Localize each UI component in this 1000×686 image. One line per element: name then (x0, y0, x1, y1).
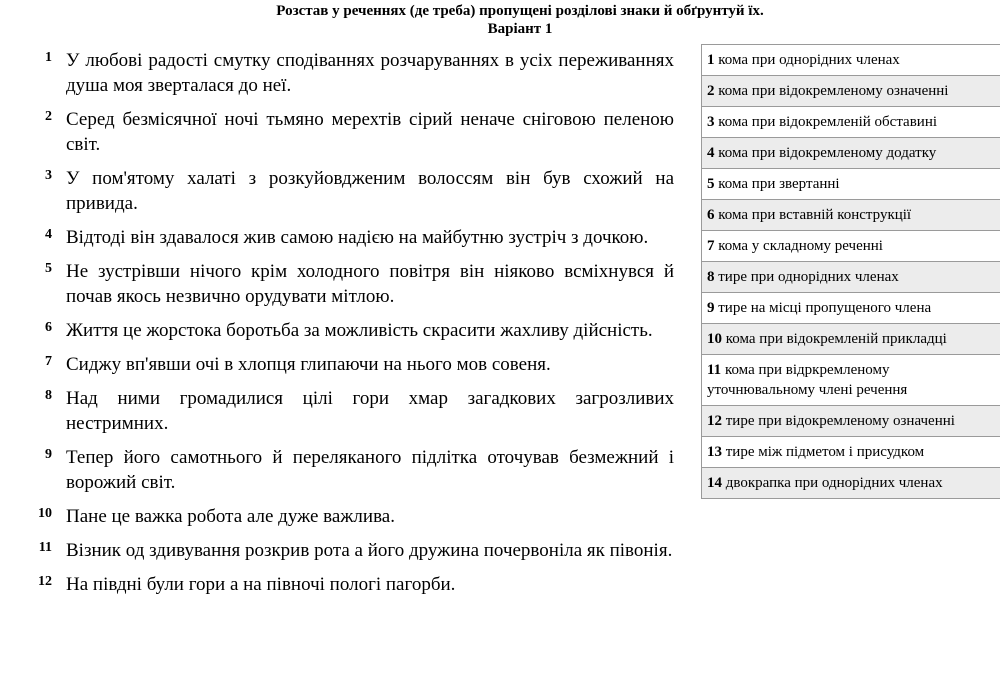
legend-text: кома при вставній конструкції (718, 207, 912, 223)
legend-text: тире при відокремленому означенні (725, 413, 955, 429)
sentence-item (32, 572, 674, 597)
sentence-number: 6 (45, 320, 52, 335)
sentence-text: Не зустрівши нічого крім холодного повітря він ніяково всміхнувся й почав якось незвично орудувати мітлою. (66, 261, 674, 307)
sentence-item (32, 107, 674, 157)
legend-number: 11 (707, 362, 722, 378)
legend-number: 3 (707, 114, 715, 130)
legend-item (702, 76, 1000, 107)
legend-text: кома при відркремленому уточнювальному члені речення (707, 362, 908, 398)
sentence-text: У пом'ятому халаті з розкуйовдженим волоссям він був схожий на привида. (66, 168, 674, 214)
sentence-text: На півдні були гори а на півночі пологі пагорби. (66, 574, 456, 595)
sentence-item (32, 48, 674, 98)
legend-number: 1 (707, 52, 715, 68)
sentence-text: Сиджу вп'явши очі в хлопця глипаючи на нього мов совеня. (66, 354, 551, 375)
sentence-text: Тепер його самотнього й переляканого підлітка оточував безмежний і ворожий світ. (66, 447, 674, 493)
legend-number: 5 (707, 176, 715, 192)
worksheet-title: Розстав у реченнях (де треба) пропущені розділові знаки й обґрунтуй їх. (276, 3, 764, 19)
legend-number: 10 (707, 331, 722, 347)
legend-number: 6 (707, 207, 715, 223)
sentence-list (32, 48, 674, 606)
sentence-number: 10 (38, 506, 52, 521)
sentence-item (32, 538, 674, 563)
sentence-text: Пане це важка робота але дуже важлива. (66, 506, 395, 527)
legend-text: тире на місці пропущеного члена (718, 300, 932, 316)
legend-item (702, 169, 1000, 200)
worksheet-header (0, 0, 1000, 39)
sentence-item (32, 445, 674, 495)
sentence-number: 5 (45, 261, 52, 276)
legend-item (702, 324, 1000, 355)
punctuation-legend (701, 44, 1000, 499)
legend-text: кома при відокремленій обставині (718, 114, 938, 130)
legend-number: 14 (707, 475, 722, 491)
variant-label: Варіант 1 (487, 21, 553, 37)
sentence-number: 2 (45, 109, 52, 124)
sentence-text: У любові радості смутку сподіваннях розчаруваннях в усіх переживаннях душа моя зверталася до неї. (66, 50, 674, 96)
sentence-item (32, 504, 674, 529)
legend-number: 4 (707, 145, 715, 161)
sentence-number: 9 (45, 447, 52, 462)
legend-item (702, 200, 1000, 231)
sentence-number: 4 (45, 227, 52, 242)
legend-text: кома у складному реченні (718, 238, 883, 254)
legend-item (702, 355, 1000, 406)
legend-item (702, 437, 1000, 468)
sentence-item (32, 318, 674, 343)
legend-item (702, 45, 1000, 76)
legend-number: 12 (707, 413, 722, 429)
sentence-item (32, 225, 674, 250)
legend-item (702, 293, 1000, 324)
legend-item (702, 107, 1000, 138)
sentence-text: Життя це жорстока боротьба за можливість скрасити жахливу дійсність. (66, 320, 653, 341)
legend-text: кома при відокремленому додатку (718, 145, 937, 161)
sentence-item (32, 352, 674, 377)
legend-item (702, 468, 1000, 499)
sentence-number: 11 (38, 540, 52, 555)
legend-item (702, 231, 1000, 262)
legend-number: 9 (707, 300, 715, 316)
legend-text: кома при відокремленому означенні (718, 83, 949, 99)
sentence-number: 7 (45, 354, 52, 369)
sentence-text: Візник од здивування розкрив рота а його дружина почервоніла як півонія. (66, 540, 673, 561)
legend-item (702, 138, 1000, 169)
legend-text: кома при звертанні (718, 176, 840, 192)
sentence-number: 1 (45, 50, 52, 65)
legend-item (702, 406, 1000, 437)
sentence-text: Серед безмісячної ночі тьмяно мерехтів сірий неначе сніговою пеленою світ. (66, 109, 674, 155)
legend-item (702, 262, 1000, 293)
legend-text: кома при відокремленій прикладці (725, 331, 947, 347)
sentence-text: Відтоді він здавалося жив самою надією на майбутню зустріч з дочкою. (66, 227, 649, 248)
sentence-item (32, 259, 674, 309)
legend-number: 2 (707, 83, 715, 99)
sentence-item (32, 386, 674, 436)
sentence-text: Над ними громадилися цілі гори хмар загадкових загрозливих нестримних. (66, 388, 674, 434)
sentence-item (32, 166, 674, 216)
legend-text: тире між підметом і присудком (725, 444, 925, 460)
legend-number: 7 (707, 238, 715, 254)
sentence-number: 12 (38, 574, 52, 589)
legend-text: кома при однорідних членах (718, 52, 900, 68)
legend-text: двокрапка при однорідних членах (725, 475, 943, 491)
sentence-number: 8 (45, 388, 52, 403)
legend-text: тире при однорідних членах (718, 269, 899, 285)
legend-number: 13 (707, 444, 722, 460)
legend-number: 8 (707, 269, 715, 285)
sentence-number: 3 (45, 168, 52, 183)
